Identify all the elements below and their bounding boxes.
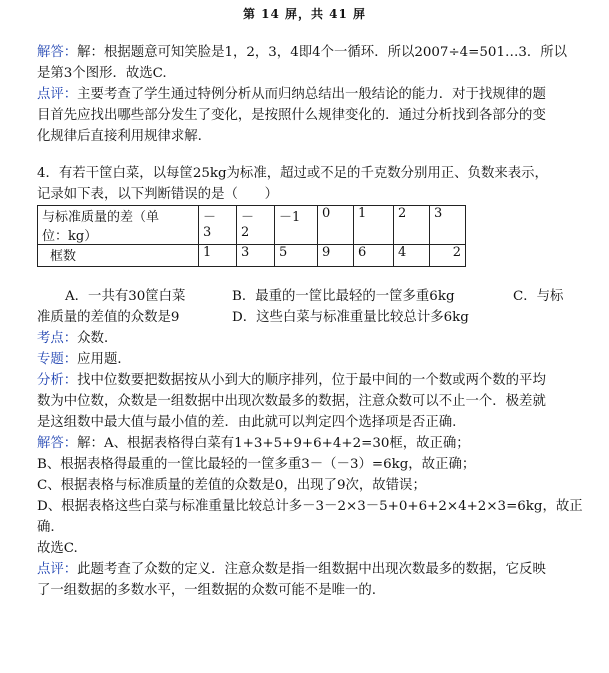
table-cell: 1 [199,245,237,267]
answer-line-2: 是第3个图形．故选C. [37,66,167,81]
option-d: D．这些白菜与标准重量比较总计多6kg [232,310,469,325]
kaodian-text: 众数． [77,331,118,346]
table-cell: 0 [318,206,354,245]
answer-tag: 解答： [37,45,78,60]
jieda-line-6: 故选C. [37,541,78,556]
zhuanti-text: 应用题． [77,352,131,367]
table-row [38,206,466,245]
jieda-line-5: 确. [37,520,55,535]
comment-line-1: 主要考查了学生通过特例分析从而归纳总结出一般结论的能力．对于找规律的题 [77,87,546,102]
stem-line-2: 记录如下表，以下判断错误的是（ ） [37,187,279,202]
question-4-stem [37,163,585,205]
previous-answer [37,42,585,147]
stem-line-1: 4．有若干筐白菜，以每筐25kg为标准，超过或不足的千克数分别用正、负数来表示， [37,166,548,181]
option-c-continued: 准质量的差值的众数是9 [37,310,180,325]
jieda-line-2: B、根据表格得最重的一筐比最轻的一筐多重3－（－3）=6kg，故正确； [37,457,476,472]
comment-line-3: 化规律后直接利用规律求解. [37,129,202,144]
table-cell: － 2 [237,206,275,245]
fenxi-tag: 分析： [37,373,78,388]
fenxi-line-3: 是这组数中最大值与最小值的差．由此就可以判定四个选择项是否正确. [37,415,457,430]
option-b: B．最重的一筐比最轻的一筐多重6kg [232,289,455,304]
table-cell: 2 [430,245,466,267]
table-cell: 2 [394,206,430,245]
row-header-count: 框数 [38,245,199,267]
table-cell: 9 [318,245,354,267]
data-table [37,205,466,267]
dianping-line-1: 此题考查了众数的定义．注意众数是指一组数据中出现次数最多的数据，它反映 [77,562,546,577]
table-cell: － 3 [199,206,237,245]
table-cell: 6 [354,245,394,267]
jieda-line-3: C、根据表格与标准质量的差值的众数是0，出现了9次，故错误； [37,478,426,493]
page-header: 第 14 屏，共 41 屏 [242,7,367,21]
table-cell: 5 [275,245,318,267]
jieda-line-1: 解：A、根据表格得白菜有1+3+5+9+6+4+2=30框，故正确； [77,436,470,451]
jieda-tag: 解答： [37,436,78,451]
dianping-tag: 点评： [37,562,78,577]
option-a: A．一共有30筐白菜 [65,289,186,304]
header-line: 与标准质量的差（单 [42,210,160,225]
comment-line-2: 目首先应找出哪些部分发生了变化，是按照什么规律变化的．通过分析找到各部分的变 [37,108,546,123]
table-cell: 3 [430,206,466,245]
table-cell: －1 [275,206,318,245]
kaodian-tag: 考点： [37,331,78,346]
jieda-line-4: D、根据表格这些白菜与标准重量比较总计多－3－2×3－5+0+6+2×4+2×3=6kg，故正 [37,499,583,514]
solution [37,328,585,601]
dianping-line-2: 了一组数据的多数水平，一组数据的众数可能不是唯一的. [37,583,377,598]
table-row [38,245,466,267]
row-header-diff [38,206,199,245]
header-line: 位：kg） [42,229,98,244]
table-cell: 1 [354,206,394,245]
fenxi-line-2: 数为中位数，众数是一组数据中出现次数最多的数据，注意众数可以不止一个．极差就 [37,394,546,409]
fenxi-line-1: 找中位数要把数据按从小到大的顺序排列，位于最中间的一个数或两个数的平均 [77,373,546,388]
answer-line-1: 解：根据题意可知笑脸是1，2，3，4即4个一循环．所以2007÷4=501…3．所以 [77,45,568,60]
table-cell: 4 [394,245,430,267]
table-cell: 3 [237,245,275,267]
zhuanti-tag: 专题： [37,352,78,367]
options [37,286,585,328]
option-c: C．与标 [513,289,564,304]
comment-tag: 点评： [37,87,78,102]
